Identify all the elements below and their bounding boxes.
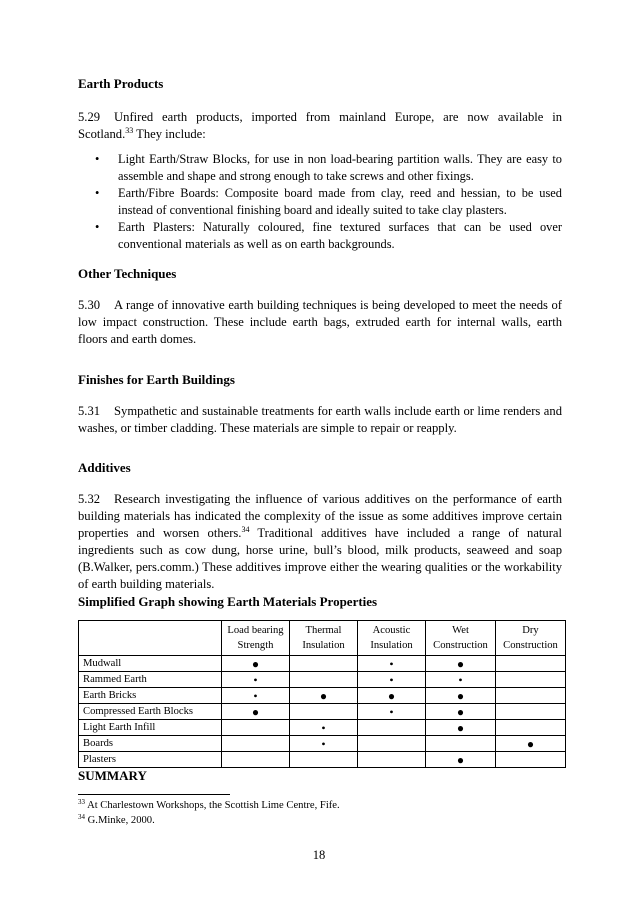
list-item <box>95 185 562 218</box>
section-heading-finishes: Finishes for Earth Buildings <box>78 372 235 387</box>
property-mark <box>290 704 358 720</box>
footnote-ref[interactable]: 34 <box>241 525 250 534</box>
paragraph-text: Unfired earth products, imported from mainland Europe, are now available in Scotland. <box>78 110 562 141</box>
property-mark: • <box>222 672 290 688</box>
column-header: Acoustic Insulation <box>358 621 426 656</box>
paragraph-text: They include: <box>133 127 206 141</box>
table-header-row <box>79 621 566 656</box>
properties-table <box>78 620 566 768</box>
footnote-ref[interactable]: 33 <box>125 126 134 135</box>
property-mark: • <box>290 736 358 752</box>
row-label: Rammed Earth <box>79 672 222 688</box>
paragraph-number: 5.29 <box>78 110 101 124</box>
property-mark <box>222 736 290 752</box>
property-mark: ● <box>358 688 426 704</box>
property-mark <box>496 704 566 720</box>
property-mark: ● <box>426 704 496 720</box>
property-mark <box>222 752 290 768</box>
table-row <box>79 720 566 736</box>
bullet-icon: • <box>95 220 100 234</box>
property-mark <box>222 720 290 736</box>
property-mark <box>496 720 566 736</box>
property-mark: ● <box>426 720 496 736</box>
footnote-number: 34 <box>78 813 85 821</box>
row-label: Light Earth Infill <box>79 720 222 736</box>
property-mark <box>358 720 426 736</box>
property-mark: ● <box>222 704 290 720</box>
property-mark <box>496 672 566 688</box>
footnote-number: 33 <box>78 798 85 806</box>
list-item-text: Earth Plasters: Naturally coloured, fine textured surfaces that can be used over conventional materials as well as on earth backgrounds. <box>118 220 562 251</box>
list-item <box>95 151 562 184</box>
column-header: Wet Construction <box>426 621 496 656</box>
list-item-text: Earth/Fibre Boards: Composite board made from clay, reed and hessian, to be used instead of conventional finishing board and ideally suited to take clay plasters. <box>118 186 562 217</box>
table-body <box>79 656 566 768</box>
property-mark: ● <box>496 736 566 752</box>
table-row <box>79 656 566 672</box>
paragraph-5-32 <box>78 491 562 593</box>
table-row <box>79 672 566 688</box>
bullet-list <box>95 151 562 253</box>
page-number: 18 <box>312 848 326 862</box>
paragraph-number: 5.30 <box>78 298 101 312</box>
row-label: Compressed Earth Blocks <box>79 704 222 720</box>
property-mark <box>496 656 566 672</box>
property-mark: ● <box>426 688 496 704</box>
table-row <box>79 752 566 768</box>
property-mark: • <box>222 688 290 704</box>
row-label: Mudwall <box>79 656 222 672</box>
column-header: Load bearing Strength <box>222 621 290 656</box>
column-header: Dry Construction <box>496 621 566 656</box>
property-mark: • <box>426 672 496 688</box>
list-item <box>95 219 562 252</box>
property-mark: • <box>358 672 426 688</box>
section-heading-additives: Additives <box>78 460 131 475</box>
section-heading-summary: SUMMARY <box>78 768 147 783</box>
property-mark: • <box>290 720 358 736</box>
section-heading-other-techniques: Other Techniques <box>78 266 177 281</box>
bullet-icon: • <box>95 186 100 200</box>
row-label: Plasters <box>79 752 222 768</box>
property-mark <box>358 752 426 768</box>
footnote-divider <box>78 794 230 795</box>
paragraph-number: 5.31 <box>78 404 101 418</box>
column-header: Thermal Insulation <box>290 621 358 656</box>
table-row <box>79 704 566 720</box>
paragraph-text: A range of innovative earth building techniques is being developed to meet the needs of low impact construction. These include earth bags, extruded earth for internal walls, earth floors and earth domes. <box>78 298 562 346</box>
property-mark <box>426 736 496 752</box>
row-label: Boards <box>79 736 222 752</box>
property-mark: ● <box>426 656 496 672</box>
paragraph-text: Sympathetic and sustainable treatments for earth walls include earth or lime renders and washes, or timber cladding. These materials are simple to repair or reapply. <box>78 404 562 435</box>
table-heading: Simplified Graph showing Earth Materials Properties <box>78 594 378 609</box>
footnote-text: At Charlestown Workshops, the Scottish Lime Centre, Fife. <box>85 800 340 811</box>
footnote <box>78 800 340 811</box>
footnote <box>78 815 155 826</box>
paragraph-number: 5.32 <box>78 492 101 506</box>
section-heading-earth-products: Earth Products <box>78 76 164 91</box>
property-mark <box>290 672 358 688</box>
table-row <box>79 688 566 704</box>
row-label: Earth Bricks <box>79 688 222 704</box>
table-header-empty <box>79 621 222 656</box>
paragraph-5-31 <box>78 403 562 437</box>
property-mark: • <box>358 704 426 720</box>
property-mark <box>496 688 566 704</box>
bullet-icon: • <box>95 152 100 166</box>
property-mark <box>290 752 358 768</box>
property-mark: ● <box>222 656 290 672</box>
paragraph-5-30 <box>78 297 562 348</box>
property-mark <box>290 656 358 672</box>
property-mark: • <box>358 656 426 672</box>
footnote-text: G.Minke, 2000. <box>85 815 155 826</box>
property-mark <box>496 752 566 768</box>
property-mark <box>358 736 426 752</box>
property-mark: ● <box>290 688 358 704</box>
table-row <box>79 736 566 752</box>
paragraph-text: Research investigating the influence of various additives on the performance of earth building materials has indicated the complexity of the issue as some additives improve certain properties and worsen others. <box>78 492 562 540</box>
paragraph-text: Traditional additives have included a range of natural ingredients such as cow dung, horse urine, bull’s blood, milk products, seaweed and soap (B.Walker, pers.comm.) These additives improve either the wearing qualities or the workability of earth building materials. <box>78 526 562 591</box>
paragraph-5-29 <box>78 109 562 143</box>
property-mark: ● <box>426 752 496 768</box>
list-item-text: Light Earth/Straw Blocks, for use in non load-bearing partition walls. They are easy to assemble and shape and strong enough to take screws and other fixings. <box>118 152 562 183</box>
